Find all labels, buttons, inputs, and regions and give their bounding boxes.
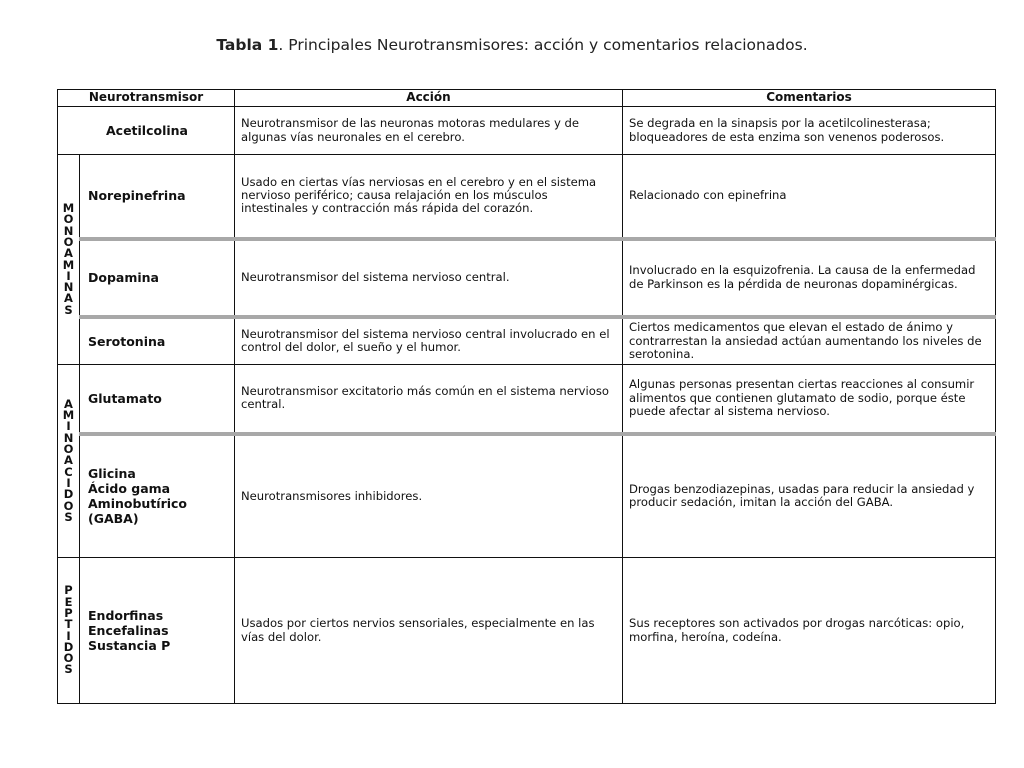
group-letter: E [64, 594, 73, 609]
name-line: Glutamato [88, 390, 162, 406]
neurotransmitter-name [80, 434, 235, 558]
name-line: Ácido gama [88, 481, 171, 497]
group-letter: S [64, 662, 73, 677]
name-line: Sustancia P [88, 638, 171, 653]
neurotransmitter-name [58, 107, 235, 155]
caption-label: Tabla 1 [216, 36, 279, 54]
table-row [58, 558, 996, 704]
group-letter: A [64, 396, 73, 411]
group-letter: M [62, 408, 75, 423]
group-letter: N [63, 430, 74, 445]
table-row [58, 239, 996, 317]
group-letter: A [64, 246, 73, 261]
group-letter: M [62, 257, 75, 272]
group-letter: M [62, 201, 75, 216]
group-letter: C [64, 464, 73, 479]
header-comentarios: Comentarios [623, 90, 996, 107]
group-letter: O [63, 651, 74, 666]
neurotransmitter-name [80, 558, 235, 704]
group-letter: S [64, 302, 73, 317]
name-line: Serotonina [88, 333, 166, 349]
accion-cell: Neurotransmisor excitatorio más común en el sistema nervioso central. [235, 365, 623, 434]
group-letter: O [63, 234, 74, 249]
comentarios-cell: Sus receptores son activados por drogas narcóticas: opio, morfina, heroína, codeína. [623, 558, 996, 704]
name-line: Encefalinas [88, 623, 169, 638]
neurotransmitter-table [57, 89, 996, 704]
accion-cell: Neurotransmisor del sistema nervioso central involucrado en el control del dolor, el sueño y el humor. [235, 317, 623, 365]
group-letter: I [66, 268, 71, 283]
comentarios-cell: Drogas benzodiazepinas, usadas para reducir la ansiedad y producir sedación, imitan la acción del GABA. [623, 434, 996, 558]
name-line: Acetilcolina [105, 123, 188, 138]
table-row [58, 365, 996, 434]
comentarios-cell: Involucrado en la esquizofrenia. La causa de la enfermedad de Parkinson es la pérdida de neuronas dopaminérgicas. [623, 239, 996, 317]
table-row [58, 155, 996, 239]
name-line: Endorfinas [88, 608, 164, 623]
comentarios-cell: Ciertos medicamentos que elevan el estado de ánimo y contrarrestan la ansiedad actúan aumentando los niveles de serotonina. [623, 317, 996, 365]
header-accion: Acción [235, 90, 623, 107]
header-neurotransmisor: Neurotransmisor [58, 90, 235, 107]
comentarios-cell: Se degrada en la sinapsis por la acetilcolinesterasa; bloqueadores de esta enzima son venenos poderosos. [623, 107, 996, 155]
accion-cell: Usado en ciertas vías nerviosas en el cerebro y en el sistema nervioso periférico; causa relajación en los músculos intestinales y contracción más rápida del corazón. [235, 155, 623, 239]
table-header-row [58, 90, 996, 107]
group-label-aminoacidos [58, 365, 80, 558]
table-caption [0, 36, 1024, 54]
neurotransmitter-name [80, 155, 235, 239]
neurotransmitter-name [80, 365, 235, 434]
name-line: Glicina [88, 466, 136, 482]
name-line: Aminobutírico [88, 496, 188, 512]
group-letter: D [63, 487, 74, 502]
group-letter: O [63, 212, 74, 227]
group-letter: O [63, 442, 74, 457]
group-label-monoaminas [58, 155, 80, 365]
neurotransmitter-name [80, 239, 235, 317]
group-letter: N [63, 223, 74, 238]
accion-cell: Neurotransmisor de las neuronas motoras medulares y de algunas vías neuronales en el cerebro. [235, 107, 623, 155]
table-row [58, 317, 996, 365]
table-row [58, 107, 996, 155]
caption-text: . Principales Neurotransmisores: acción y comentarios relacionados. [278, 36, 808, 54]
group-letter: N [63, 280, 74, 295]
group-letter: A [64, 291, 73, 306]
group-letter: T [64, 617, 73, 632]
group-letter: I [66, 628, 71, 643]
neurotransmitter-name [80, 317, 235, 365]
group-letter: S [64, 509, 73, 524]
table-row [58, 434, 996, 558]
group-label-peptidos [58, 558, 80, 704]
group-letter: P [64, 605, 73, 620]
comentarios-cell: Relacionado con epinefrina [623, 155, 996, 239]
accion-cell: Usados por ciertos nervios sensoriales, especialmente en las vías del dolor. [235, 558, 623, 704]
group-letter: I [66, 475, 71, 490]
group-letter: A [64, 453, 73, 468]
comentarios-cell: Algunas personas presentan ciertas reacciones al consumir alimentos que contienen glutamato de sodio, porque éste puede afectar al sistema nervioso. [623, 365, 996, 434]
group-letter: I [66, 419, 71, 434]
name-line: Dopamina [88, 270, 159, 285]
accion-cell: Neurotransmisor del sistema nervioso central. [235, 239, 623, 317]
accion-cell: Neurotransmisores inhibidores. [235, 434, 623, 558]
name-line: Norepinefrina [88, 188, 186, 204]
group-letter: O [63, 498, 74, 513]
group-letter: D [63, 639, 74, 654]
name-line: (GABA) [88, 511, 139, 527]
group-letter: P [64, 583, 73, 598]
